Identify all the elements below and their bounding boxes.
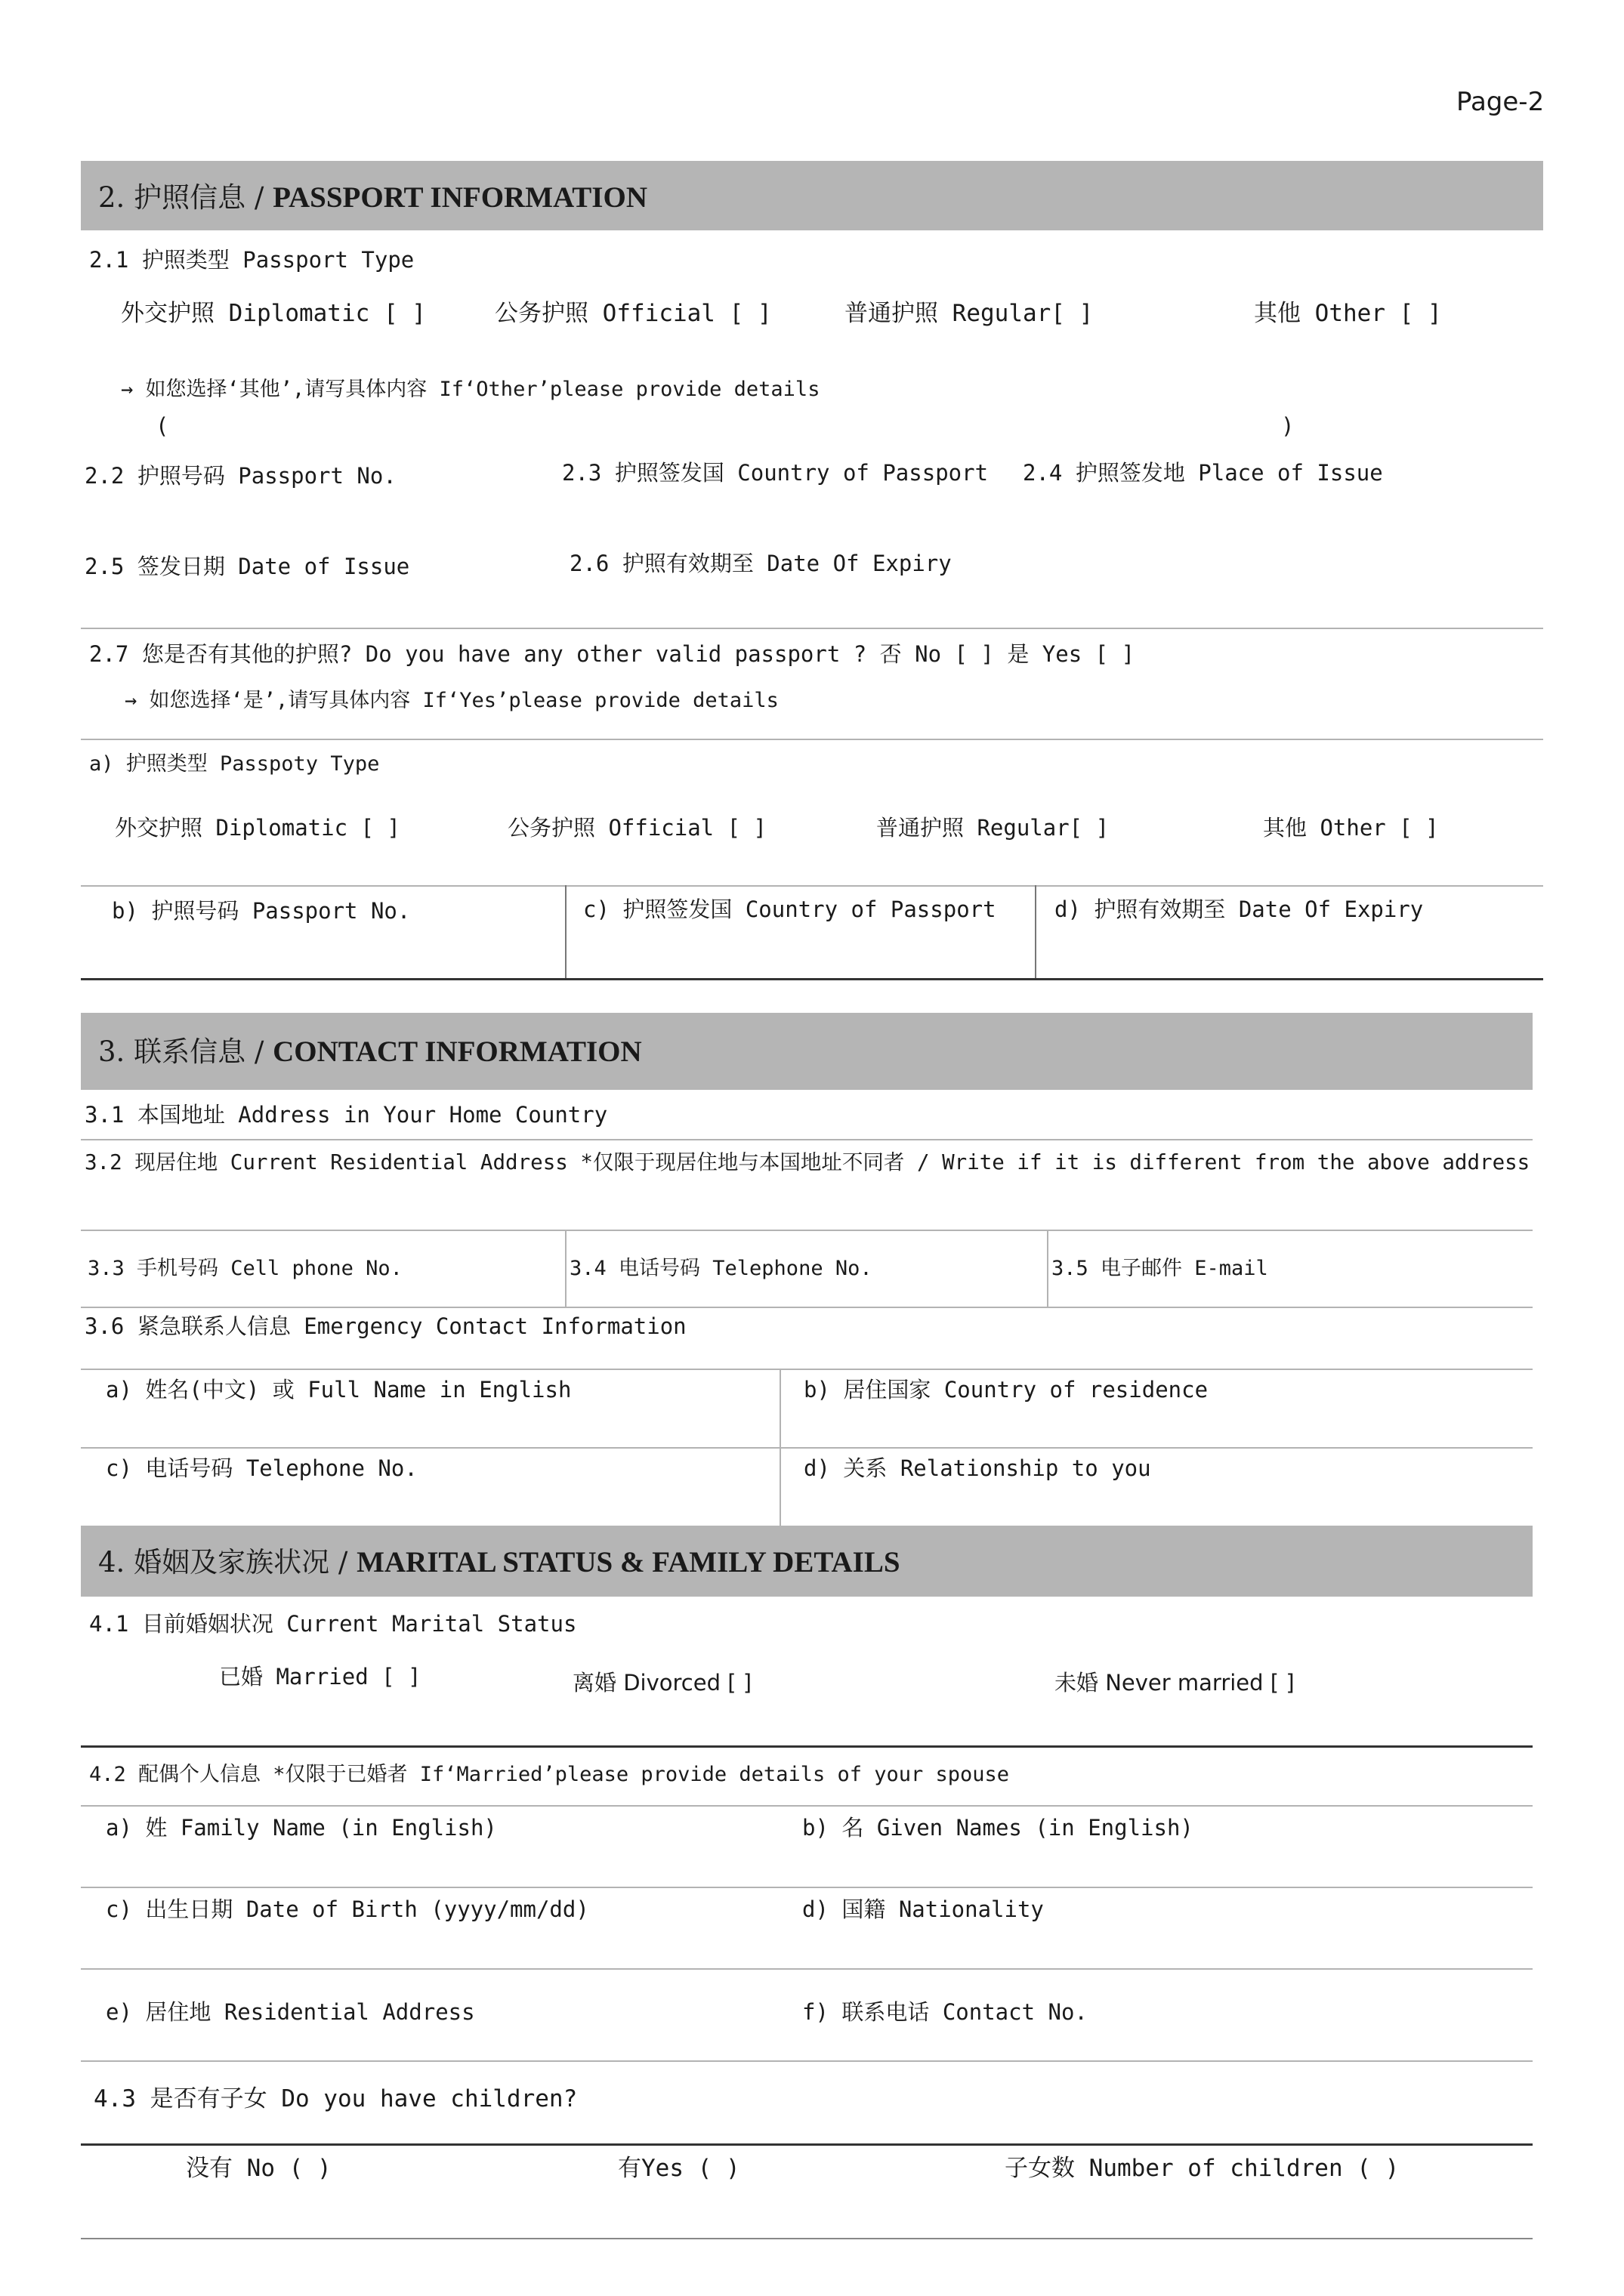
spouse-dob-label — [106, 1896, 589, 1922]
emergency-contact-label: 3.6 紧急联系人信息 Emergency Contact Information — [85, 1313, 687, 1339]
children-question: 4.3 是否有子女 Do you have children? — [94, 2085, 578, 2112]
passport-type-official[interactable]: 公务护照 Official [ ] — [495, 300, 772, 327]
other-details-note: → 如您选择‘其他’,请写具体内容 If‘Other’please provide details — [121, 378, 820, 401]
spouse-address-label: e) 居住地 Residential Address — [106, 1999, 475, 2025]
divider-2-7bcd-top — [81, 885, 1543, 887]
current-address-label: 3.2 现居住地 Current Residential Address *仅限于现居住地与本国地址不同者 / Write if it is different from the above address — [85, 1150, 1530, 1174]
emergency-telephone-label: c) 电话号码 Telephone No. — [106, 1455, 418, 1481]
spouse-family-name-label: a) 姓 Family Name (in English) — [106, 1815, 497, 1841]
cellphone-label: 3.3 手机号码 Cell phone No. — [88, 1257, 403, 1280]
section-3-title — [98, 1037, 642, 1066]
emergency-relationship-label: d) 关系 Relationship to you — [804, 1455, 1151, 1481]
divider-3-6-top — [81, 1369, 1533, 1370]
date-of-expiry-label: 2.6 护照有效期至 Date Of Expiry — [570, 551, 952, 576]
page-bottom-rule — [81, 2238, 1533, 2239]
emergency-country-label: b) 居住国家 Country of residence — [804, 1377, 1209, 1403]
marital-never-married[interactable]: 未婚 Never married [ ] — [1054, 1670, 1295, 1696]
marital-married[interactable]: 已婚 Married [ ] — [219, 1664, 421, 1690]
other-passport-type-regular[interactable]: 普通护照 Regular[ ] — [876, 815, 1110, 841]
section-4-title-cn: 4. 婚姻及家族状况 / — [98, 1546, 357, 1578]
spouse-nationality-label: d) 国籍 Nationality — [802, 1896, 1044, 1922]
divider-3-3-top — [81, 1230, 1533, 1231]
divider-4-2-e — [81, 1968, 1533, 1970]
other-passport-type-other[interactable]: 其他 Other [ ] — [1263, 815, 1439, 841]
divider-4-2 — [81, 1745, 1533, 1748]
other-passport-type-diplomatic[interactable]: 外交护照 Diplomatic [ ] — [115, 815, 400, 841]
spouse-given-names-label: b) 名 Given Names (in English) — [802, 1815, 1193, 1841]
home-address-label: 3.1 本国地址 Address in Your Home Country — [85, 1102, 608, 1128]
section-2-title — [98, 183, 647, 212]
date-of-issue-label: 2.5 签发日期 Date of Issue — [85, 554, 410, 579]
email-label: 3.5 电子邮件 E-mail — [1051, 1257, 1268, 1280]
other-passport-country-label: c) 护照签发国 Country of Passport — [583, 896, 996, 922]
section-3-title-en: CONTACT INFORMATION — [273, 1035, 642, 1068]
other-passport-type-official[interactable]: 公务护照 Official [ ] — [508, 815, 767, 841]
divider-4-2-c — [81, 1887, 1533, 1888]
spouse-dob-text: c) 出生日期 Date of Birth (yyyy/mm/dd) — [106, 1896, 589, 1922]
divider-2-7 — [81, 628, 1543, 629]
passport-type-regular[interactable]: 普通护照 Regular[ ] — [844, 300, 1094, 327]
divider-2-7-col2 — [1035, 885, 1036, 979]
passport-type-diplomatic[interactable]: 外交护照 Diplomatic [ ] — [121, 300, 426, 327]
passport-type-label: 2.1 护照类型 Passport Type — [89, 247, 415, 273]
other-passport-type-label: a) 护照类型 Passpoty Type — [89, 752, 380, 776]
spouse-details-label: 4.2 配偶个人信息 *仅限于已婚者 If‘Married’please provide details of your spouse — [89, 1763, 1010, 1786]
divider-3-3-col2 — [1047, 1230, 1048, 1307]
divider-2-7a — [81, 739, 1543, 740]
marital-divorced[interactable]: 离婚 Divorced [ ] — [573, 1670, 752, 1696]
other-details-open-paren: ( — [156, 413, 169, 439]
children-yes[interactable]: 有Yes ( ) — [618, 2155, 740, 2182]
telephone-label: 3.4 电话号码 Telephone No. — [570, 1257, 872, 1280]
divider-3-6 — [81, 1307, 1533, 1308]
passport-place-label: 2.4 护照签发地 Place of Issue — [1023, 460, 1383, 486]
divider-3-6-mid — [81, 1447, 1533, 1449]
children-no[interactable]: 没有 No ( ) — [186, 2155, 332, 2182]
other-passport-question[interactable]: 2.7 您是否有其他的护照? Do you have any other valid passport ? 否 No [ ] 是 Yes [ ] — [89, 641, 1135, 667]
passport-number-label: 2.2 护照号码 Passport No. — [85, 463, 397, 489]
page-label: Page-2 — [1456, 87, 1545, 117]
emergency-name-label: a) 姓名(中文) 或 Full Name in English — [106, 1377, 572, 1403]
divider-2-7-col1 — [565, 885, 567, 979]
children-count[interactable]: 子女数 Number of children ( ) — [1005, 2155, 1400, 2182]
marital-status-label: 4.1 目前婚姻状况 Current Marital Status — [89, 1611, 577, 1637]
passport-type-other[interactable]: 其他 Other [ ] — [1254, 300, 1442, 327]
other-passport-expiry-label: d) 护照有效期至 Date Of Expiry — [1054, 896, 1424, 922]
divider-4-3-options — [81, 2143, 1533, 2146]
passport-country-label: 2.3 护照签发国 Country of Passport — [562, 460, 989, 486]
divider-3-2 — [81, 1139, 1533, 1140]
section-2-bottom-rule — [81, 978, 1543, 980]
section-4-title-en: MARITAL STATUS & FAMILY DETAILS — [357, 1546, 900, 1578]
divider-4-3 — [81, 2060, 1533, 2062]
spouse-contact-label: f) 联系电话 Contact No. — [802, 1999, 1088, 2025]
divider-3-3-col1 — [565, 1230, 567, 1307]
other-details-close-paren: ) — [1281, 413, 1295, 439]
other-passport-number-label: b) 护照号码 Passport No. — [112, 898, 411, 924]
section-2-title-en: PASSPORT INFORMATION — [273, 181, 647, 214]
section-3-title-cn: 3. 联系信息 / — [98, 1035, 273, 1068]
yes-details-note: → 如您选择‘是’,请写具体内容 If‘Yes’please provide details — [125, 689, 779, 712]
divider-4-2-a — [81, 1805, 1533, 1807]
section-2-title-cn: 2. 护照信息 / — [98, 181, 273, 214]
section-4-title — [98, 1548, 900, 1577]
